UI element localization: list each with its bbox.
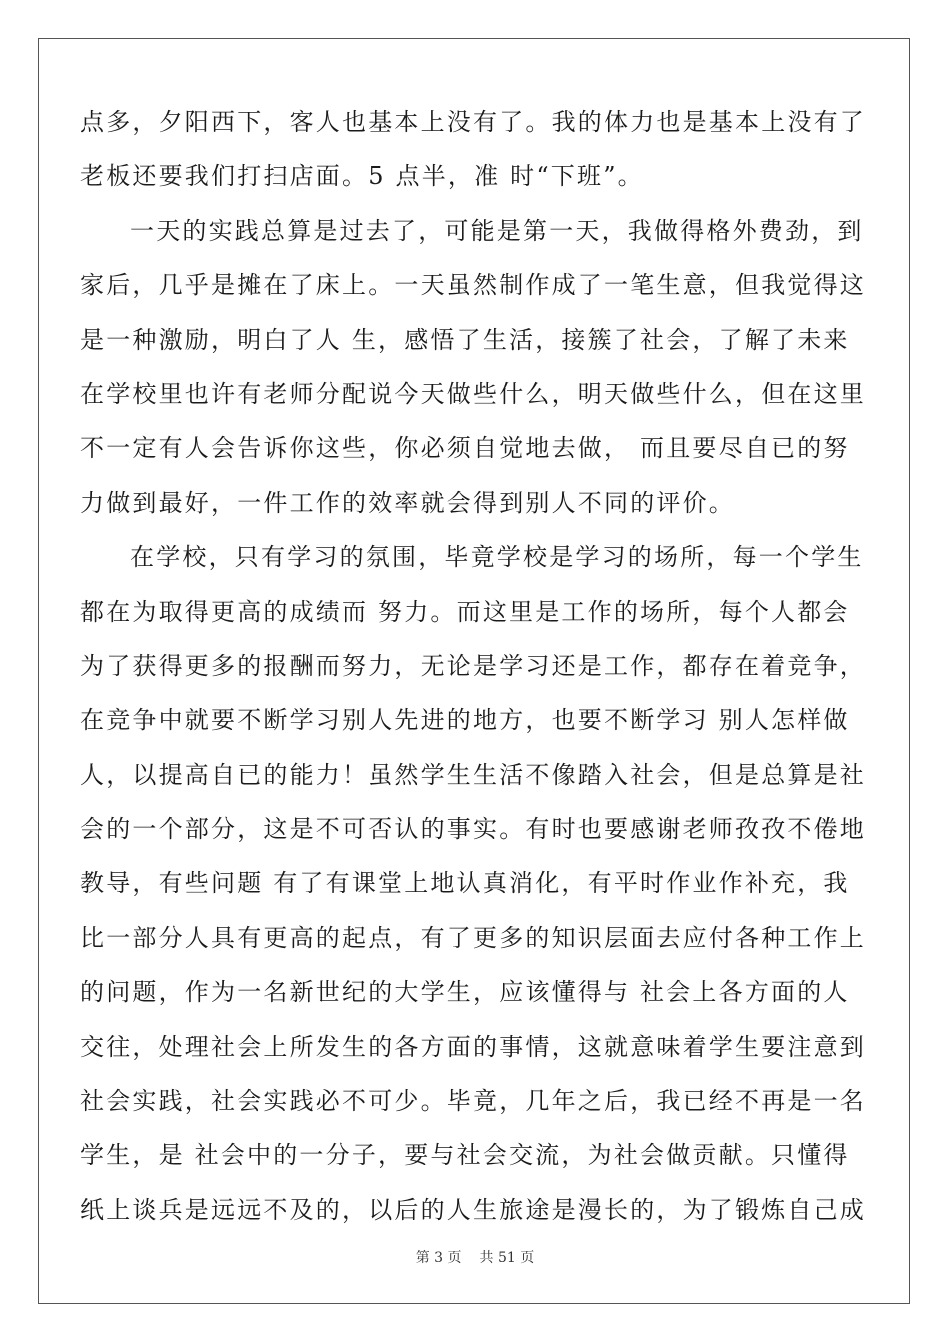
text-line: 在竞争中就要不断学习别人先进的地方，也要不断学习 别人怎样做 [80, 706, 850, 735]
text-line: 在学校里也许有老师分配说今天做些什么，明天做些什么，但在这里 [80, 379, 866, 408]
page-footer [0, 1247, 950, 1267]
paragraph-start-line: 在学校，只有学习的氛围，毕竟学校是学习的场所，每一个学生 [130, 543, 864, 572]
text-line: 教导，有些问题 有了有课堂上地认真消化，有平时作业作补充，我 [80, 869, 850, 898]
text-line: 人，以提高自已的能力！虽然学生生活不像踏入社会，但是总算是社 [80, 760, 866, 789]
text-line: 的问题，作为一名新世纪的大学生，应该懂得与 社会上各方面的人 [80, 978, 850, 1007]
text-line: 学生，是 社会中的一分子，要与社会交流，为社会做贡献。只懂得 [80, 1141, 850, 1170]
text-line: 是一种激励，明白了人 生，感悟了生活，接簇了社会，了解了未来 [80, 325, 850, 354]
text-line: 不一定有人会告诉你这些，你必须自觉地去做， 而且要尽自已的努 [80, 434, 850, 463]
text-line: 纸上谈兵是远远不及的，以后的人生旅途是漫长的，为了锻炼自己成 [80, 1195, 866, 1224]
document-body [80, 95, 870, 1237]
text-line: 力做到最好，一件工作的效率就会得到别人不同的评价。 [80, 488, 735, 517]
text-line: 为了获得更多的报酬而努力，无论是学习还是工作，都存在着竞争， [80, 651, 866, 680]
text-line: 交往，处理社会上所发生的各方面的事情，这就意味着学生要注意到 [80, 1032, 866, 1061]
text-line: 点多，夕阳西下，客人也基本上没有了。我的体力也是基本上没有了 [80, 108, 866, 136]
text-line: 社会实践，社会实践必不可少。毕竟，几年之后，我已经不再是一名 [80, 1087, 866, 1116]
paragraph-start-line: 一天的实践总算是过去了，可能是第一天，我做得格外费劲，到 [130, 216, 864, 245]
text-line: 老板还要我们打扫店面。5 点半，准 时“下班”。 [80, 162, 644, 191]
text-line: 家后，几乎是摊在了床上。一天虽然制作成了一笔生意，但我觉得这 [80, 271, 866, 300]
text-line: 都在为取得更高的成绩而 努力。而这里是工作的场所，每个人都会 [80, 597, 850, 626]
total-pages: 共 51 页 [479, 1250, 535, 1266]
text-line: 会的一个部分，这是不可否认的事实。有时也要感谢老师孜孜不倦地 [80, 815, 866, 844]
page-number: 第 3 页 [415, 1250, 462, 1266]
text-line: 比一部分人具有更高的起点，有了更多的知识层面去应付各种工作上 [80, 923, 866, 952]
